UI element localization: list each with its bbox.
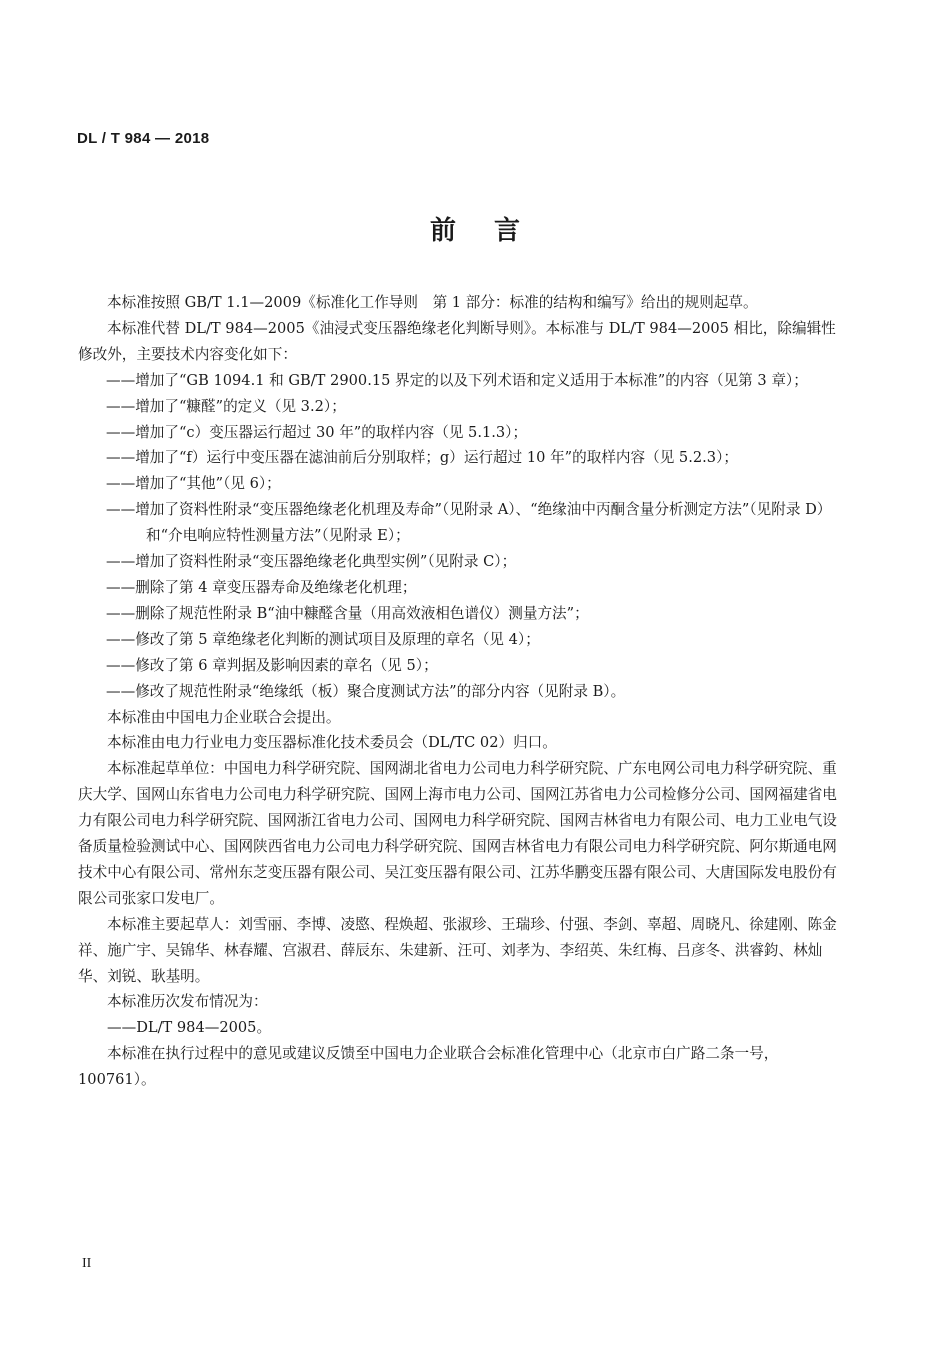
paragraph-drafting-units: 本标准起草单位：中国电力科学研究院、国网湖北省电力公司电力科学研究院、广东电网公司电力科学研究院、重庆大学、国网山东省电力公司电力科学研究院、国网上海市电力公司、国网江苏省电力公司检修分公司、国网福建省电力有限公司电力科学研究院、国网浙江省电力公司、国网电力科学研究院、国网吉林省电力有限公司、电力工业电气设备质量检验测试中心、国网陕西省电力公司电力科学研究院、国网吉林省电力有限公司电力科学研究院、阿尔斯通电网技术中心有限公司、常州东芝变压器有限公司、吴江变压器有限公司、江苏华鹏变压器有限公司、大唐国际发电股份有限公司张家口发电厂。 [78,760,837,907]
history-item: ——DL/T 984—2005。 [107,1019,272,1037]
foreword-body [78,290,838,1093]
list-item: ——修改了第 6 章判据及影响因素的章名（见 5）； [106,656,438,674]
list-item: ——增加了“糠醛”的定义（见 3.2）； [106,397,346,415]
paragraph-proposer: 本标准由中国电力企业联合会提出。 [107,708,341,726]
list-item: ——增加了“其他”（见 6）； [106,475,281,493]
paragraph-committee: 本标准由电力行业电力变压器标准化技术委员会（DL/TC 02）归口。 [107,734,557,752]
list-item: ——修改了规范性附录“绝缘纸（板）聚合度测试方法”的部分内容（见附录 B）。 [106,682,626,700]
paragraph-drafters: 本标准主要起草人：刘雪丽、李博、凌愍、程焕超、张淑珍、王瑞珍、付强、李剑、辜超、周晓凡、徐建刚、陈金祥、施广宇、吴锦华、林春耀、宫淑君、薛辰东、朱建新、汪可、刘孝为、李绍英、朱红梅、吕彦冬、洪睿鈞、林灿华、刘锐、耿基明。 [78,915,837,985]
list-item: ——增加了“f）运行中变压器在滤油前后分别取样；g）运行超过 10 年”的取样内容（见 5.2.3）； [106,449,738,467]
list-item: ——增加了资料性附录“变压器绝缘老化典型实例”（见附录 C）； [106,553,517,571]
paragraph-replacement: 本标准代替 DL/T 984—2005《油浸式变压器绝缘老化判断导则》。本标准与 DL/T 984—2005 相比，除编辑性修改外，主要技术内容变化如下： [78,319,836,363]
page-number: II [82,1256,92,1271]
list-item: ——增加了“GB 1094.1 和 GB/T 2900.15 界定的以及下列术语和定义适用于本标准”的内容（见第 3 章）； [106,371,808,389]
standard-number: DL / T 984 — 2018 [77,130,210,147]
list-item: ——增加了“c）变压器运行超过 30 年”的取样内容（见 5.1.3）； [106,423,528,441]
page-title: 前言 [429,216,558,246]
list-item: ——删除了规范性附录 B“油中糠醛含量（用高效液相色谱仪）测量方法”； [106,604,589,622]
list-item: ——增加了资料性附录“变压器绝缘老化机理及寿命”（见附录 A）、“绝缘油中丙酮含量分析测定方法”（见附录 D）和“介电响应特性测量方法”（见附录 E）； [106,501,832,545]
list-item: ——删除了第 4 章变压器寿命及绝缘老化机理； [106,578,417,596]
paragraph-history-intro: 本标准历次发布情况为： [107,993,268,1011]
changes-list [78,368,838,705]
list-item: ——修改了第 5 章绝缘老化判断的测试项目及原理的章名（见 4）； [106,630,540,648]
paragraph-drafting-rules: 本标准按照 GB/T 1.1—2009《标准化工作导则 第 1 部分：标准的结构和编写》给出的规则起草。 [107,294,758,311]
paragraph-feedback: 本标准在执行过程中的意见或建议反馈至中国电力企业联合会标准化管理中心（北京市白广路二条一号，100761）。 [78,1045,779,1089]
